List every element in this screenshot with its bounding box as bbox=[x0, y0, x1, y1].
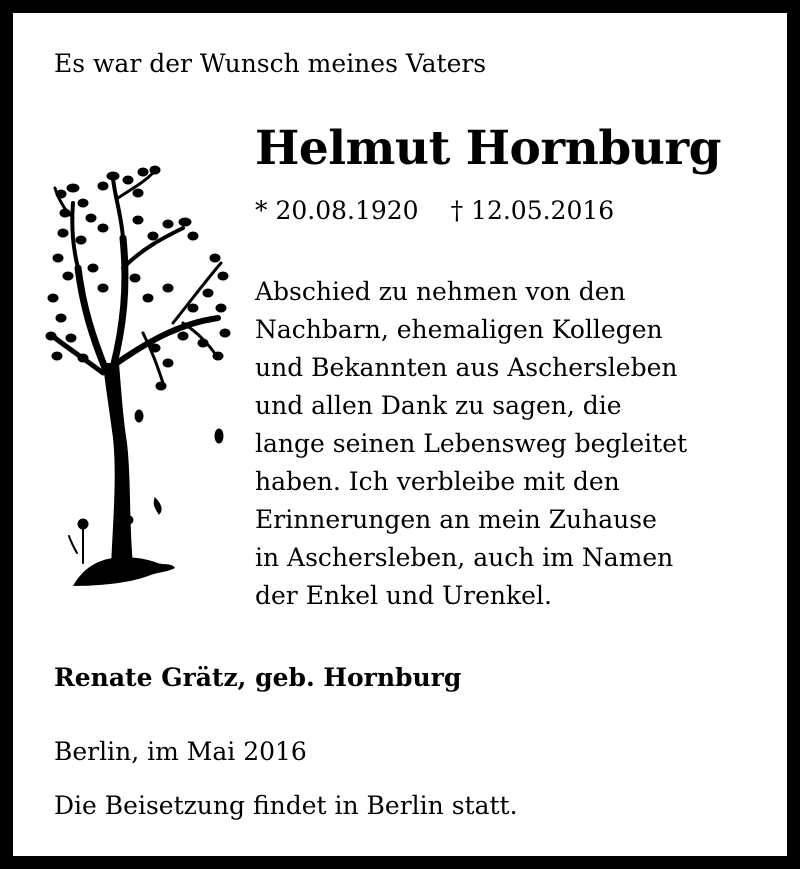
body-line: der Enkel und Urenkel. bbox=[255, 581, 552, 610]
signer-name: Renate Grätz, geb. Hornburg bbox=[54, 663, 462, 692]
life-dates bbox=[255, 196, 614, 226]
body-line: Nachbarn, ehemaligen Kollegen bbox=[255, 315, 663, 344]
death-date: † 12.05.2016 bbox=[450, 196, 615, 225]
body-line: in Aschersleben, auch im Namen bbox=[255, 543, 674, 572]
body-line: lange seinen Lebensweg begleitet bbox=[255, 429, 688, 458]
body-line: haben. Ich verbleibe mit den bbox=[255, 467, 620, 496]
place-date: Berlin, im Mai 2016 bbox=[54, 737, 307, 766]
notice-body bbox=[255, 273, 687, 615]
body-line: und Bekannten aus Aschersleben bbox=[255, 353, 678, 382]
tree-icon bbox=[43, 158, 233, 588]
intro-text: Es war der Wunsch meines Vaters bbox=[54, 49, 487, 78]
body-line: Erinnerungen an mein Zuhause bbox=[255, 505, 657, 534]
body-line: Abschied zu nehmen von den bbox=[255, 277, 626, 306]
deceased-name: Helmut Hornburg bbox=[255, 121, 721, 176]
burial-note: Die Beisetzung findet in Berlin statt. bbox=[54, 791, 518, 820]
body-line: und allen Dank zu sagen, die bbox=[255, 391, 622, 420]
birth-date: * 20.08.1920 bbox=[255, 196, 419, 225]
